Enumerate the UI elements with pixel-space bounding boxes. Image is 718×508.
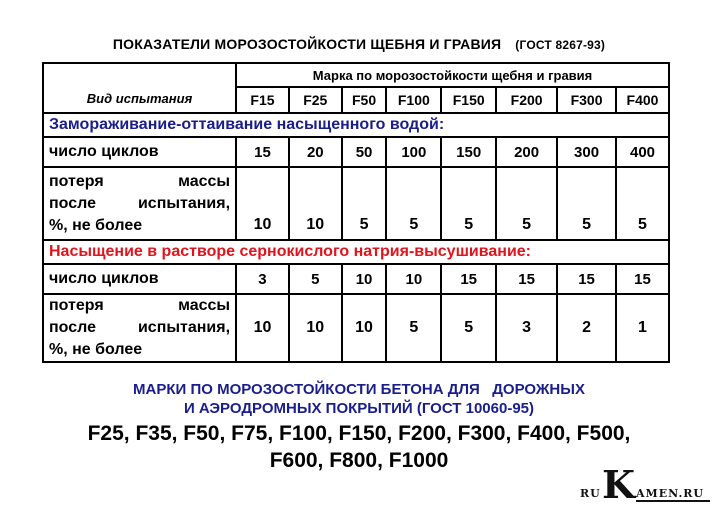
- cycles-label: число циклов: [43, 264, 236, 294]
- table-row: [43, 167, 669, 240]
- loss-cell: 5: [386, 294, 441, 362]
- cycles-cell: 15: [441, 264, 496, 294]
- cycles-cell: 100: [386, 137, 441, 167]
- cycles-cell: 15: [496, 264, 557, 294]
- section-freeze-thaw-title: Замораживание-оттаивание насыщенного водой:: [43, 113, 669, 137]
- cycles-cell: 20: [289, 137, 342, 167]
- grade-cell: F50: [342, 87, 387, 113]
- cycles-cell: 10: [342, 264, 387, 294]
- cycles-cell: 400: [616, 137, 669, 167]
- cycles-cell: 5: [289, 264, 342, 294]
- loss-word: потеря: [49, 297, 104, 314]
- loss-cell: 5: [441, 167, 496, 240]
- grades-line: F600, F800, F1000: [269, 449, 449, 472]
- loss-cell: 5: [386, 167, 441, 240]
- loss-cell: 5: [441, 294, 496, 362]
- site-logo: [580, 462, 712, 507]
- loss-word: испытания,: [137, 319, 231, 336]
- loss-word: потеря: [49, 172, 104, 190]
- logo-prefix: RU: [580, 487, 601, 500]
- mass-loss-label: [43, 294, 236, 362]
- loss-cell: 10: [289, 167, 342, 240]
- grade-cell: F25: [289, 87, 342, 113]
- loss-cell: 5: [496, 167, 557, 240]
- loss-word: после: [49, 194, 96, 212]
- loss-cell: 1: [616, 294, 669, 362]
- title-standard: (ГОСТ 8267-93): [515, 38, 606, 52]
- grade-cell: F100: [386, 87, 441, 113]
- loss-cell: 2: [557, 294, 616, 362]
- loss-word: массы: [178, 172, 231, 190]
- logo-suffix: AMEN.RU: [636, 487, 705, 500]
- section-sulfate-title: Насыщение в растворе сернокислого натрия-высушивание:: [43, 240, 669, 264]
- cycles-cell: 50: [342, 137, 387, 167]
- page-title: [0, 36, 718, 52]
- loss-word: %, не более: [49, 216, 143, 234]
- cycles-cell: 15: [557, 264, 616, 294]
- mass-loss-label: [43, 167, 236, 240]
- loss-word: испытания,: [137, 194, 231, 212]
- grade-cell: F150: [441, 87, 496, 113]
- cycles-label: число циклов: [43, 137, 236, 167]
- logo-underline: [636, 500, 710, 502]
- loss-cell: 10: [342, 294, 387, 362]
- table-row: [43, 294, 669, 362]
- loss-cell: 10: [236, 294, 289, 362]
- loss-cell: 5: [342, 167, 387, 240]
- concrete-title-line: И АЭРОДРОМНЫХ ПОКРЫТИЙ (ГОСТ 10060-95): [183, 400, 535, 417]
- cycles-cell: 15: [236, 137, 289, 167]
- concrete-grades-title: [0, 380, 718, 418]
- test-type-header: Вид испытания: [43, 63, 236, 113]
- cycles-cell: 15: [616, 264, 669, 294]
- loss-cell: 5: [557, 167, 616, 240]
- grade-cell: F300: [557, 87, 616, 113]
- logo-big-letter: K: [602, 462, 636, 507]
- loss-word: %, не более: [49, 341, 143, 358]
- loss-cell: 5: [616, 167, 669, 240]
- grade-cell: F200: [496, 87, 557, 113]
- title-main: ПОКАЗАТЕЛИ МОРОЗОСТОЙКОСТИ ЩЕБНЯ И ГРАВИЯ: [112, 36, 502, 52]
- frost-resistance-table: [42, 62, 670, 363]
- table-row: [43, 137, 669, 167]
- loss-word: после: [49, 319, 96, 336]
- loss-word: массы: [178, 297, 231, 314]
- cycles-cell: 3: [236, 264, 289, 294]
- grade-cell: F400: [616, 87, 669, 113]
- grade-header: Марка по морозостойкости щебня и гравия: [236, 63, 669, 87]
- table-row: [43, 264, 669, 294]
- cycles-cell: 300: [557, 137, 616, 167]
- grade-cell: F15: [236, 87, 289, 113]
- cycles-cell: 200: [496, 137, 557, 167]
- loss-cell: 10: [289, 294, 342, 362]
- loss-cell: 10: [236, 167, 289, 240]
- concrete-title-line: МАРКИ ПО МОРОЗОСТОЙКОСТИ БЕТОНА ДЛЯ ДОРОЖНЫХ: [133, 381, 585, 398]
- cycles-cell: 150: [441, 137, 496, 167]
- grades-line: F25, F35, F50, F75, F100, F150, F200, F300, F400, F500,: [87, 422, 631, 445]
- loss-cell: 3: [496, 294, 557, 362]
- cycles-cell: 10: [386, 264, 441, 294]
